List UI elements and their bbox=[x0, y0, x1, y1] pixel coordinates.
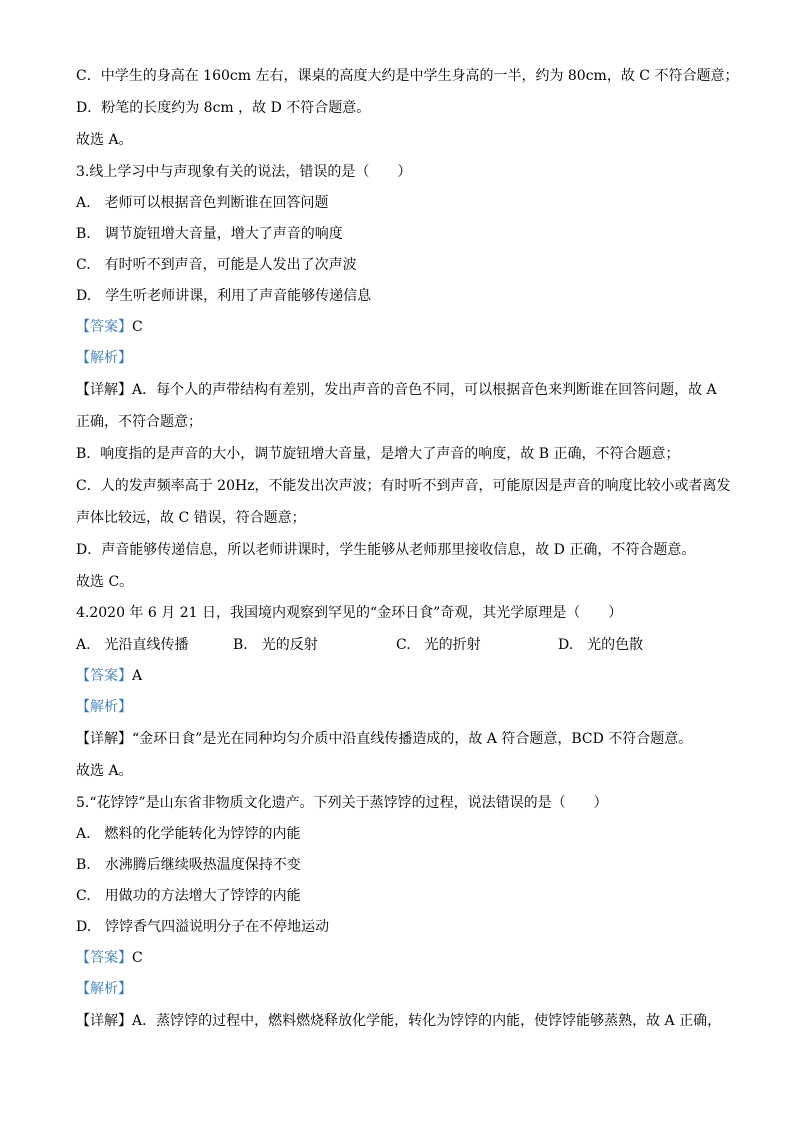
question-5-stem: 5.“花饽饽”是山东省非物质文化遗产。下列关于蒸饽饽的过程，说法错误的是（ ） bbox=[76, 795, 608, 811]
question-4-stem: 4.2020 年 6 月 21 日，我国境内观察到罕见的“金环日食”奇观，其光学原理是（ ） bbox=[76, 605, 623, 621]
text-line: 故选 A。 bbox=[76, 763, 133, 779]
question-5-option-d: D. 饽饽香气四溢说明分子在不停地运动 bbox=[76, 919, 330, 935]
question-5-option-b: B. 水沸腾后继续吸热温度保持不变 bbox=[76, 857, 301, 873]
answer-tag: 【答案】 bbox=[76, 319, 132, 335]
text-line: 【详解】“金环日食”是光在同种均匀介质中沿直线传播造成的，故 A 符合题意，BCD 不符合题意。 bbox=[76, 731, 693, 747]
question-4-options bbox=[76, 635, 717, 655]
text-line: C．人的发声频率高于 20Hz，不能发出次声波；有时听不到声音，可能原因是声音的响度比较小或者离发 bbox=[76, 478, 731, 494]
text-line: D．粉笔的长度约为 8cm ，故 D 不符合题意。 bbox=[76, 100, 371, 116]
text-line: B．响度指的是声音的大小，调节旋钮增大音量，是增大了声音的响度，故 B 正确，不符合题意； bbox=[76, 446, 680, 462]
question-5-option-c: C. 用做功的方法增大了饽饽的内能 bbox=[76, 888, 301, 904]
text-line: 正确，不符合题意； bbox=[76, 414, 202, 430]
question-5-option-a: A. 燃料的化学能转化为饽饽的内能 bbox=[76, 826, 301, 842]
text-line: 故选 A。 bbox=[76, 132, 133, 148]
text-line: 【详解】A．蒸饽饽的过程中，燃料燃烧释放化学能，转化为饽饽的内能，使饽饽能够蒸熟，故 A 正确， bbox=[76, 1013, 722, 1029]
text-line: 故选 C。 bbox=[76, 574, 134, 590]
answer-tag: 【答案】 bbox=[76, 668, 132, 684]
question-4-option-d: D. 光的色散 bbox=[558, 637, 644, 653]
question-3-option-b: B. 调节旋钮增大音量，增大了声音的响度 bbox=[76, 226, 343, 242]
question-4-option-c: C. 光的折射 bbox=[396, 637, 481, 653]
question-3-option-c: C. 有时听不到声音，可能是人发出了次声波 bbox=[76, 257, 357, 273]
question-5-answer bbox=[76, 948, 717, 968]
text-line: C．中学生的身高在 160cm 左右，课桌的高度大约是中学生身高的一半，约为 80cm，故 C 不符合题意； bbox=[76, 68, 739, 84]
question-3-answer bbox=[76, 317, 717, 337]
answer-value: C bbox=[132, 950, 143, 966]
question-4-answer bbox=[76, 666, 717, 686]
text-line: D．声音能够传递信息，所以老师讲课时，学生能够从老师那里接收信息，故 D 正确，不符合题意。 bbox=[76, 542, 696, 558]
question-3-option-d: D. 学生听老师讲课，利用了声音能够传递信息 bbox=[76, 288, 372, 304]
analysis-tag: 【解析】 bbox=[76, 981, 132, 997]
question-3-stem: 3.线上学习中与声现象有关的说法，错误的是（ ） bbox=[76, 164, 412, 180]
answer-value: C bbox=[132, 319, 143, 335]
analysis-tag: 【解析】 bbox=[76, 699, 132, 715]
text-line: 声体比较远，故 C 错误，符合题意； bbox=[76, 510, 306, 526]
question-4-option-b: B. 光的反射 bbox=[233, 637, 318, 653]
question-3-option-a: A. 老师可以根据音色判断谁在回答问题 bbox=[76, 195, 329, 211]
analysis-tag: 【解析】 bbox=[76, 350, 132, 366]
text-line: 【详解】A．每个人的声带结构有差别，发出声音的音色不同，可以根据音色来判断谁在回答问题，故 A bbox=[76, 382, 717, 398]
answer-value: A bbox=[132, 668, 143, 684]
question-4-option-a: A. 光沿直线传播 bbox=[76, 637, 189, 653]
answer-tag: 【答案】 bbox=[76, 950, 132, 966]
